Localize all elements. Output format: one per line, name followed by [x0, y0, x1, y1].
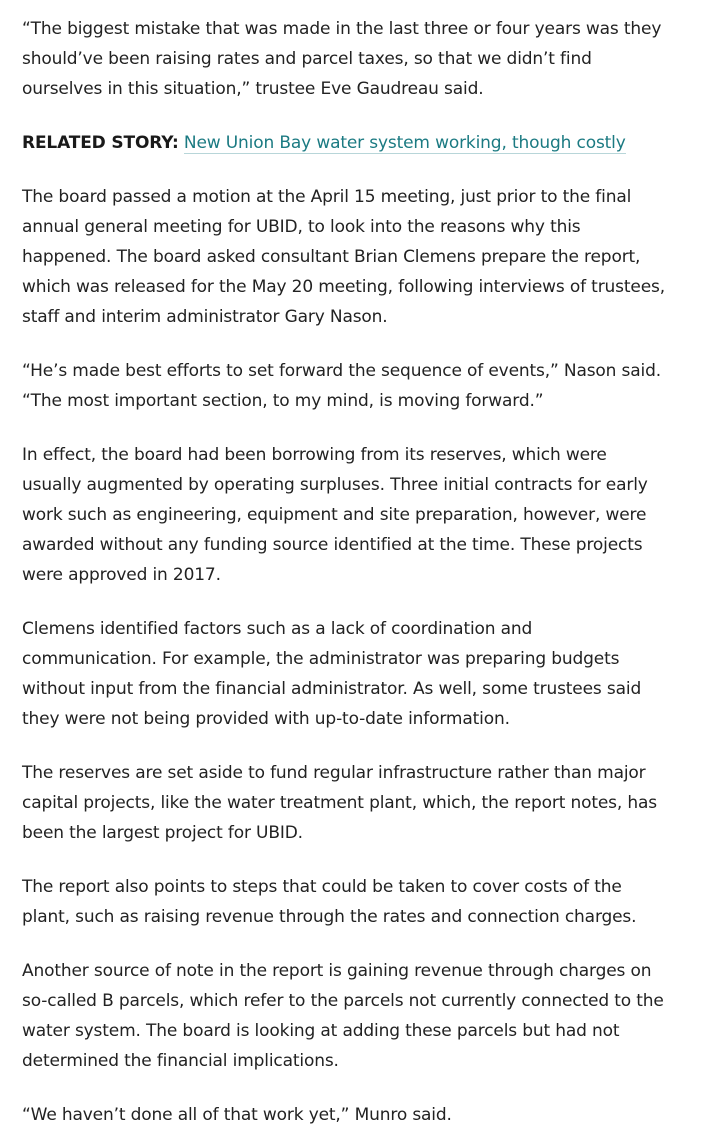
paragraph-munro-quote: “We haven’t done all of that work yet,” Munro said. [22, 1105, 452, 1125]
paragraph-report-steps: The report also points to steps that could be taken to cover costs of the plant, such as raising revenue through the rates and connection charges. [22, 877, 637, 927]
paragraph-board-motion: The board passed a motion at the April 15 meeting, just prior to the final annual general meeting for UBID, to look into the reasons why this happened. The board asked consultant Brian Clemens prepare the report, which was released for the May 20 meeting, following interviews of trustees, staff and interim administrator Gary Nason. [22, 187, 665, 327]
related-story-link[interactable]: New Union Bay water system working, though costly [183, 133, 626, 153]
paragraph-reserves-purpose: The reserves are set aside to fund regular infrastructure rather than major capital projects, like the water treatment plant, which, the report notes, has been the largest project for UBID. [22, 763, 657, 843]
related-story-label: RELATED STORY: [22, 133, 179, 153]
paragraph-gaudreau-quote: “The biggest mistake that was made in the last three or four years was they should’ve been raising rates and parcel taxes, so that we didn’t find ourselves in this situation,” trustee Eve Gaudreau said. [22, 19, 662, 99]
paragraph-reserves-borrowing: In effect, the board had been borrowing from its reserves, which were usually augmented by operating surpluses. Three initial contracts for early work such as engineering, equipment and site preparation, however, were awarded without any funding source identified at the time. These projects were approved in 2017. [22, 445, 648, 585]
paragraph-b-parcels: Another source of note in the report is gaining revenue through charges on so-called B parcels, which refer to the parcels not currently connected to the water system. The board is looking at adding these parcels but had not determined the financial implications. [22, 961, 664, 1071]
related-story [22, 128, 668, 158]
paragraph-nason-quote: “He’s made best efforts to set forward the sequence of events,” Nason said. “The most important section, to my mind, is moving forward.” [22, 361, 662, 411]
paragraph-clemens-factors: Clemens identified factors such as a lack of coordination and communication. For example, the administrator was preparing budgets without input from the financial administrator. As well, some trustees said they were not being provided with up-to-date information. [22, 619, 642, 729]
